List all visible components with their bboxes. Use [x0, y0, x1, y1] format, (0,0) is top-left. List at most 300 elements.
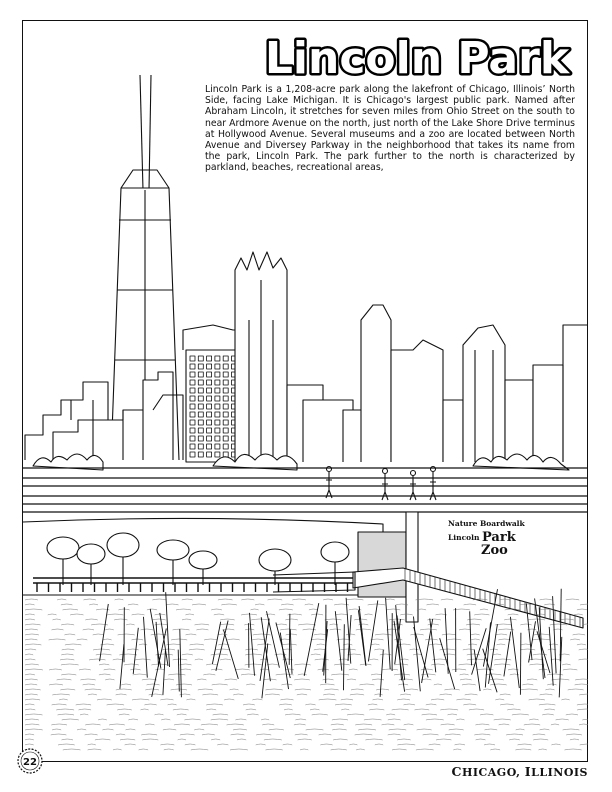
ripple	[346, 599, 363, 600]
ripple	[456, 699, 470, 700]
ripple	[520, 689, 538, 690]
ripple	[305, 604, 314, 605]
ripple	[539, 749, 547, 750]
ripple	[283, 744, 293, 745]
ripple	[375, 744, 383, 745]
ripple	[349, 669, 358, 670]
ripple	[462, 684, 476, 685]
ripple	[459, 664, 475, 665]
gothic-spire-building	[235, 252, 287, 462]
ripple	[233, 729, 247, 730]
ripple	[128, 719, 138, 720]
reed-blade	[267, 611, 280, 668]
ripple	[80, 714, 88, 715]
ripple	[521, 644, 531, 645]
ripple	[243, 704, 255, 705]
reed-blade	[483, 649, 497, 693]
ripple	[25, 619, 35, 620]
ripple	[314, 649, 326, 650]
ripple	[426, 719, 444, 720]
ripple	[570, 639, 580, 640]
ripple	[25, 674, 35, 675]
ripple	[400, 659, 408, 660]
ripple	[217, 744, 228, 745]
ripple	[265, 694, 280, 695]
ripple	[544, 709, 555, 710]
ripple	[485, 674, 501, 675]
ripple	[59, 699, 68, 700]
ripple	[365, 739, 382, 740]
ripple	[323, 599, 333, 600]
ripple	[235, 669, 250, 670]
ripple	[25, 694, 38, 695]
ripple	[177, 714, 187, 715]
ripple	[151, 634, 167, 635]
ripple	[422, 714, 437, 715]
ripple	[480, 714, 493, 715]
ripple	[182, 619, 191, 620]
ripple	[276, 624, 287, 625]
ripple	[440, 694, 452, 695]
ripple	[341, 709, 349, 710]
ripple	[540, 729, 550, 730]
ripple	[485, 729, 498, 730]
ripple	[371, 639, 384, 640]
sign-lincoln: Lincoln	[448, 533, 480, 542]
ripple	[509, 739, 520, 740]
ripple	[195, 624, 210, 625]
ripple	[360, 684, 375, 685]
ripple	[483, 689, 491, 690]
ripple	[241, 599, 254, 600]
ripple	[579, 724, 588, 725]
ripple	[194, 729, 204, 730]
ripple	[464, 604, 477, 605]
ripple	[460, 674, 469, 675]
underpass	[23, 512, 418, 622]
sign-nature-boardwalk: Nature Boardwalk	[448, 519, 525, 528]
ripple	[103, 639, 112, 640]
ripple	[85, 734, 98, 735]
ripple	[373, 699, 384, 700]
ripple	[577, 609, 587, 610]
ripple	[132, 699, 149, 700]
ripple	[579, 659, 589, 660]
ripple	[163, 729, 176, 730]
ripple	[155, 669, 165, 670]
ripple	[139, 644, 147, 645]
ripple	[25, 639, 37, 640]
ripple	[463, 649, 475, 650]
ripple	[61, 664, 79, 665]
ripple	[415, 709, 430, 710]
ripple	[522, 684, 533, 685]
description-paragraph: Lincoln Park is a 1,208-acre park along the lakefront of Chicago, Illinois’ North Side, facing Lake Michigan. It is Chicago's largest public park. Named after Abraham Lincoln, it stretches for seven miles from Ohio Street on the south to near Ardmore Avenue on the north, just north of the Lake Shore Drive terminus at Hollywood Avenue. Several museums and a zoo are located between North Avenue and Diversey Parkway in the neighborhood that takes its name from the park, Lincoln Park. The park further to the north is characterized by parkland, beaches, recreational areas,	[205, 84, 575, 174]
ripple	[252, 699, 262, 700]
ripple	[579, 649, 588, 650]
ripple	[25, 644, 41, 645]
ripple	[533, 739, 548, 740]
ripple	[269, 729, 284, 730]
ripple	[295, 689, 311, 690]
ripple	[427, 604, 439, 605]
ripple	[539, 704, 556, 705]
ripple	[133, 674, 147, 675]
ripple	[540, 599, 553, 600]
ripple	[386, 609, 400, 610]
ripple	[231, 734, 245, 735]
ripple	[190, 644, 204, 645]
ripple	[453, 749, 461, 750]
ripple	[410, 649, 419, 650]
ripple	[96, 654, 112, 655]
ripple	[413, 654, 422, 655]
ripple	[152, 619, 165, 620]
ripple	[335, 614, 348, 615]
ripple	[245, 654, 262, 655]
ripple	[498, 639, 510, 640]
ripple	[160, 699, 173, 700]
reed-blade	[386, 598, 391, 670]
ripple	[237, 739, 246, 740]
ripple	[436, 739, 451, 740]
ripple	[332, 719, 348, 720]
reed-blade	[280, 633, 288, 690]
ripple	[186, 699, 195, 700]
ripple	[562, 664, 570, 665]
ripple	[173, 659, 188, 660]
ripple	[245, 649, 258, 650]
ripple	[116, 689, 132, 690]
ripple	[515, 749, 531, 750]
ripple	[251, 609, 259, 610]
ripple	[161, 719, 170, 720]
ripple	[428, 624, 439, 625]
ripple	[191, 749, 208, 750]
ripple	[499, 724, 510, 725]
footer-initial-i: I	[524, 764, 532, 779]
ripple	[116, 694, 127, 695]
reed-blade	[520, 633, 521, 695]
reed-blade	[553, 596, 557, 673]
ripple	[164, 679, 174, 680]
ripple	[261, 719, 269, 720]
reed-blade	[178, 650, 179, 692]
ripple	[105, 679, 114, 680]
ripple	[109, 724, 125, 725]
ripple	[298, 624, 316, 625]
ripple	[449, 729, 464, 730]
ripple	[392, 709, 409, 710]
reed-blade	[368, 600, 377, 661]
ripple	[280, 699, 293, 700]
ripple	[124, 664, 139, 665]
ripple	[120, 739, 135, 740]
ripple	[294, 724, 306, 725]
distant-trees	[47, 533, 349, 585]
ripple	[230, 689, 239, 690]
ripple	[52, 629, 64, 630]
ripple	[141, 734, 157, 735]
ripple	[480, 609, 488, 610]
lagoon-water	[25, 599, 588, 750]
ripple	[397, 739, 411, 740]
ripple	[574, 614, 583, 615]
ripple	[126, 624, 135, 625]
ripple	[374, 694, 382, 695]
ripple	[527, 679, 537, 680]
ripple	[431, 699, 444, 700]
ripple	[77, 639, 88, 640]
ripple	[88, 744, 96, 745]
ripple	[114, 619, 127, 620]
ripple	[257, 644, 271, 645]
ripple	[285, 714, 301, 715]
ripple	[189, 649, 205, 650]
ripple	[524, 724, 540, 725]
ripple	[113, 749, 122, 750]
ripple	[176, 609, 191, 610]
ripple	[330, 629, 342, 630]
ripple	[77, 729, 86, 730]
ripple	[551, 744, 560, 745]
ripple	[202, 734, 215, 735]
ripple	[211, 609, 222, 610]
ripple	[516, 729, 525, 730]
page-number-badge	[17, 748, 43, 774]
ripple	[500, 694, 511, 695]
ripple	[25, 609, 42, 610]
ripple	[25, 599, 38, 600]
pedestrians	[326, 467, 436, 501]
ripple	[105, 629, 114, 630]
ripple	[164, 749, 174, 750]
ripple	[365, 614, 373, 615]
ripple	[351, 689, 364, 690]
ripple	[25, 724, 39, 725]
ripple	[371, 644, 380, 645]
ripple	[25, 729, 43, 730]
ripple	[369, 659, 378, 660]
ripple	[494, 659, 511, 660]
ripple	[420, 629, 437, 630]
ripple	[314, 634, 328, 635]
ripple	[442, 634, 456, 635]
reed-blade	[304, 603, 319, 676]
reeds	[100, 589, 562, 699]
ripple	[25, 714, 43, 715]
ripple	[88, 749, 102, 750]
reed-blade	[380, 650, 383, 697]
ripple	[388, 734, 401, 735]
ripple	[398, 644, 411, 645]
ripple	[281, 684, 292, 685]
ripple	[180, 669, 191, 670]
ripple	[279, 609, 293, 610]
ripple	[455, 744, 466, 745]
ripple	[518, 744, 532, 745]
ripple	[113, 659, 122, 660]
ripple	[527, 619, 545, 620]
ripple	[465, 694, 478, 695]
ripple	[211, 719, 228, 720]
ripple	[570, 739, 579, 740]
ripple	[429, 644, 442, 645]
ripple	[197, 679, 206, 680]
ripple	[48, 614, 57, 615]
ripple	[575, 679, 588, 680]
ripple	[222, 629, 234, 630]
ripple	[577, 709, 588, 710]
ripple	[83, 684, 95, 685]
ripple	[416, 749, 434, 750]
ripple	[500, 704, 514, 705]
ripple	[494, 719, 511, 720]
ripple	[427, 619, 441, 620]
reed-blade	[539, 607, 543, 679]
ripple	[60, 659, 74, 660]
ripple	[311, 639, 325, 640]
ripple	[474, 614, 489, 615]
ripple	[61, 624, 74, 625]
ripple	[300, 749, 308, 750]
ripple	[119, 714, 129, 715]
ripple	[425, 639, 438, 640]
ripple	[85, 689, 102, 690]
ripple	[386, 714, 395, 715]
ripple	[333, 739, 348, 740]
ripple	[221, 604, 237, 605]
ripple	[25, 684, 37, 685]
ripple	[573, 634, 586, 635]
ripple	[556, 719, 569, 720]
ripple	[206, 704, 223, 705]
ripple	[225, 679, 237, 680]
ripple	[279, 704, 292, 705]
ripple	[25, 699, 40, 700]
ripple	[405, 689, 418, 690]
ripple	[180, 664, 192, 665]
footer-word-chicago: HICAGO,	[461, 766, 525, 779]
ripple	[185, 744, 196, 745]
ripple	[60, 689, 75, 690]
ripple	[426, 704, 437, 705]
ripple	[84, 599, 96, 600]
ripple	[444, 689, 459, 690]
ripple	[476, 739, 486, 740]
reed-blade	[100, 604, 109, 661]
ripple	[397, 744, 415, 745]
ripple	[507, 709, 520, 710]
ripple	[166, 604, 179, 605]
reed-blade	[261, 617, 270, 681]
ripple	[374, 649, 384, 650]
ripple	[310, 709, 320, 710]
ripple	[253, 634, 271, 635]
ripple	[566, 599, 580, 600]
ripple	[25, 664, 39, 665]
left-buildings	[25, 372, 183, 460]
ripple	[471, 634, 480, 635]
reed-blade	[224, 630, 239, 679]
ripple	[285, 619, 298, 620]
ripple	[227, 639, 240, 640]
ripple	[292, 599, 306, 600]
ripple	[227, 724, 244, 725]
reed-blade	[163, 650, 166, 695]
ripple	[52, 729, 61, 730]
ripple	[441, 724, 455, 725]
ripple	[268, 599, 283, 600]
ripple	[580, 604, 588, 605]
ripple	[176, 684, 192, 685]
ripple	[284, 709, 293, 710]
ripple	[203, 674, 215, 675]
ripple	[474, 734, 490, 735]
ripple	[311, 654, 321, 655]
ripple	[58, 744, 75, 745]
ripple	[25, 659, 35, 660]
ripple	[395, 664, 409, 665]
ripple	[410, 634, 423, 635]
ripple	[358, 729, 376, 730]
title-text: Lincoln Park	[264, 33, 570, 82]
ripple	[490, 684, 507, 685]
ripple	[577, 704, 588, 705]
ripple	[563, 669, 577, 670]
ripple	[51, 724, 67, 725]
reed-blade	[276, 623, 290, 679]
ripple	[320, 744, 332, 745]
ripple	[80, 679, 95, 680]
ripple	[332, 729, 347, 730]
ripple	[580, 744, 588, 745]
ripple	[53, 619, 61, 620]
ripple	[552, 679, 570, 680]
ripple	[335, 704, 352, 705]
ripple	[355, 734, 373, 735]
sign-park: Park	[482, 530, 516, 545]
ripple	[141, 709, 149, 710]
ripple	[376, 689, 389, 690]
bridge-deck	[23, 468, 588, 512]
ripple	[466, 624, 480, 625]
ripple	[211, 654, 228, 655]
ripple	[142, 739, 158, 740]
ripple	[195, 659, 203, 660]
ripple	[196, 629, 208, 630]
ripple	[434, 684, 442, 685]
ripple	[62, 719, 79, 720]
ripple	[281, 604, 294, 605]
ripple	[99, 664, 109, 665]
ripple	[340, 649, 356, 650]
ripple	[529, 719, 538, 720]
ripple	[349, 744, 357, 745]
ripple	[135, 659, 151, 660]
footer-initial-c: C	[451, 764, 462, 779]
ripple	[547, 684, 556, 685]
ripple	[565, 749, 582, 750]
ripple	[389, 729, 407, 730]
reed-blade	[344, 624, 345, 690]
ripple	[251, 619, 268, 620]
ripple	[235, 719, 246, 720]
ripple	[246, 684, 255, 685]
ripple	[484, 744, 495, 745]
ripple	[262, 724, 274, 725]
zoo-sign	[448, 519, 526, 558]
